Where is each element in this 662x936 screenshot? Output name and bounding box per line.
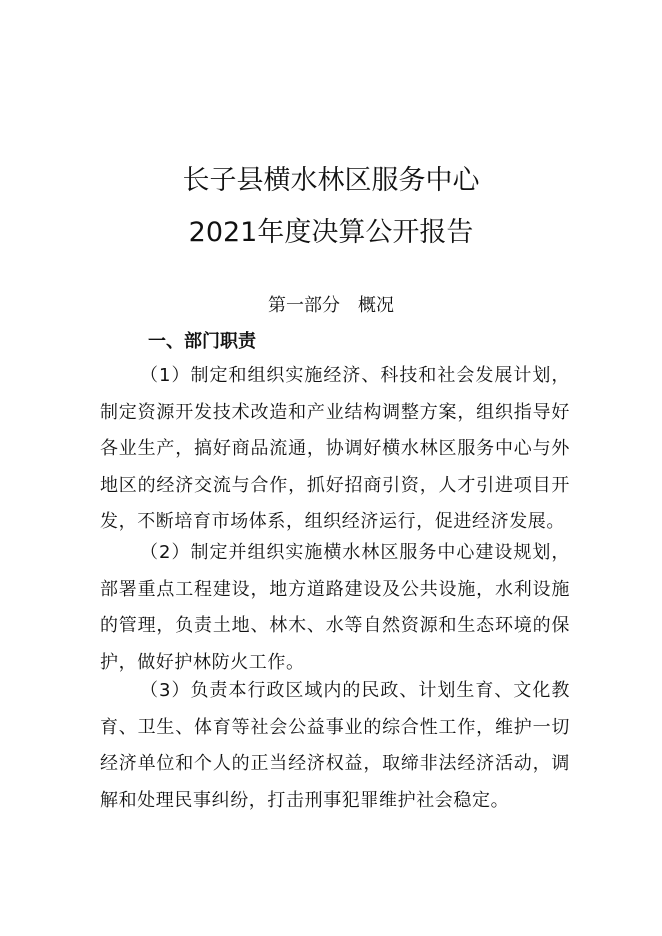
part-heading: 第一部分 概况 — [268, 295, 394, 316]
document-title-line-2: 2021年度决算公开报告 — [188, 217, 474, 248]
section-heading: 一、部门职责 — [148, 331, 256, 352]
duty-paragraph-2: （2）制定并组织实施横水林区服务中心建设规划，部署重点工程建设，地方道路建设及公共设施，水利设施的管理，负责土地、林木、水等自然资源和生态环境的保护，做好护林防火工作。 — [100, 542, 570, 673]
duty-paragraph-3: （3）负责本行政区域内的民政、计划生育、文化教育、卫生、体育等社会公益事业的综合性工作，维护一切经济单位和个人的正当经济权益，取缔非法经济活动，调解和处理民事纠纷，打击刑事犯罪维护社会稳定。 — [100, 680, 570, 811]
document-title-line-1: 长子县横水林区服务中心 — [182, 165, 480, 196]
duty-paragraph-1: （1）制定和组织实施经济、科技和社会发展计划，制定资源开发技术改造和产业结构调整方案，组织指导好各业生产，搞好商品流通，协调好横水林区服务中心与外地区的经济交流与合作，抓好招商引资，人才引进项目开发，不断培育市场体系，组织经济运行，促进经济发展。 — [100, 365, 570, 532]
